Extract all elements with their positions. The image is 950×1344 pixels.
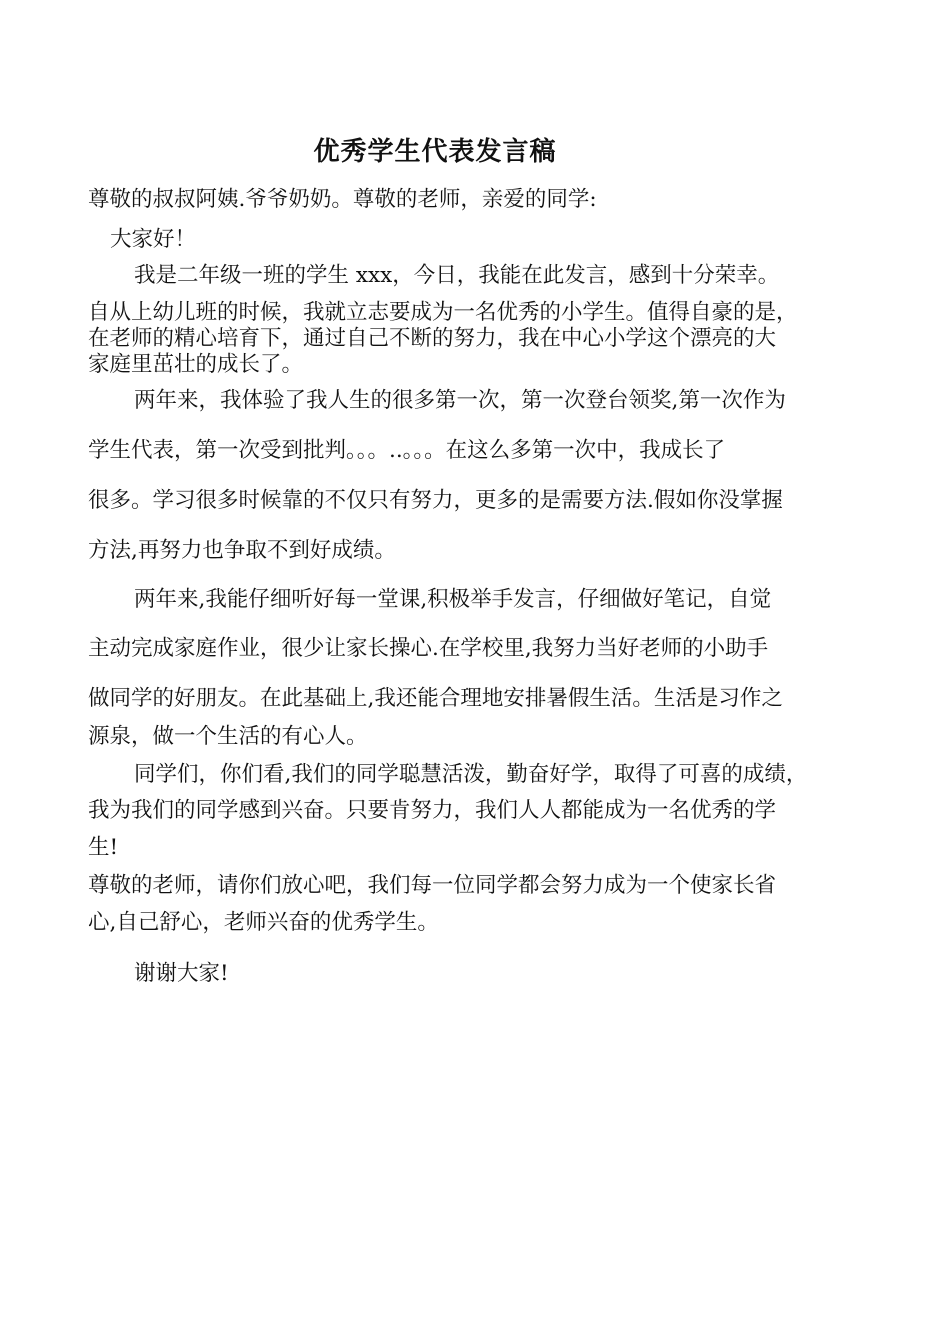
document-title: 优秀学生代表发言稿 xyxy=(313,137,557,167)
text-line: 两年来,我能仔细听好每一堂课,积极举手发言，仔细做好笔记，自觉 xyxy=(134,587,772,612)
text-line-greeting: 大家好！ xyxy=(110,227,197,252)
text-line: 家庭里茁壮的成长了。 xyxy=(88,352,304,377)
text-line: 源泉，做一个生活的有心人。 xyxy=(88,724,368,749)
text-line: 做同学的好朋友。在此基础上,我还能合理地安排暑假生活。生活是习作之 xyxy=(88,686,783,711)
text-line: 生! xyxy=(88,835,119,860)
text-line: 同学们，你们看,我们的同学聪慧活泼，勤奋好学，取得了可喜的成绩， xyxy=(134,762,808,787)
text-line: 尊敬的老师，请你们放心吧，我们每一位同学都会努力成为一个使家长省 xyxy=(88,873,777,898)
text-line: 自从上幼儿班的时候，我就立志要成为一名优秀的小学生。值得自豪的是， xyxy=(88,300,798,325)
text-line: 主动完成家庭作业，很少让家长操心.在学校里,我努力当好老师的小助手 xyxy=(88,636,769,661)
text-line: 我为我们的同学感到兴奋。只要肯努力，我们人人都能成为一名优秀的学 xyxy=(88,798,777,823)
text-line: 很多。学习很多时候靠的不仅只有努力，更多的是需要方法.假如你没掌握 xyxy=(88,488,783,513)
text-line-closing: 谢谢大家! xyxy=(134,961,229,986)
text-line: 心,自己舒心，老师兴奋的优秀学生。 xyxy=(88,910,439,935)
text-line-salutation: 尊敬的叔叔阿姨.爷爷奶奶。尊敬的老师，亲爱的同学: xyxy=(88,187,597,212)
text-line: 两年来，我体验了我人生的很多第一次，第一次登台领奖,第一次作为 xyxy=(134,388,786,413)
text-line: 学生代表，第一次受到批判。。。..。。。在这么多第一次中，我成长了 xyxy=(88,438,726,463)
text-line: 在老师的精心培育下，通过自己不断的努力，我在中心小学这个漂亮的大 xyxy=(88,326,777,351)
text-line: 方法,再努力也争取不到好成绩。 xyxy=(88,538,396,563)
text-line: 我是二年级一班的学生 xxx，今日，我能在此发言，感到十分荣幸。 xyxy=(134,263,780,288)
